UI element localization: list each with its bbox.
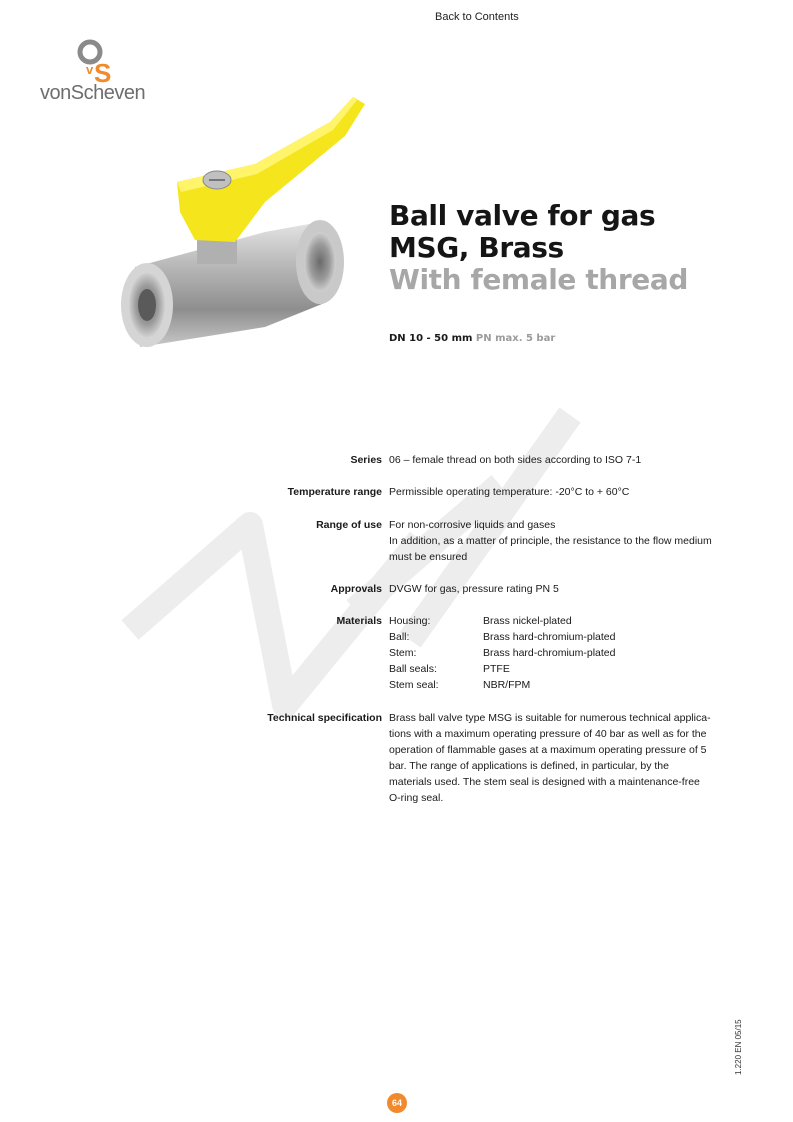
range-line-2: In addition, as a matter of principle, the resistance to the flow medium must be ensured bbox=[389, 535, 712, 563]
spec-value bbox=[389, 517, 719, 565]
page-number-badge: 64 bbox=[387, 1093, 407, 1113]
back-to-contents-link[interactable]: Back to Contents bbox=[435, 11, 519, 23]
nominal-size-pressure bbox=[389, 333, 555, 344]
title-line-1: Ball valve for gas bbox=[389, 199, 656, 232]
materials-table bbox=[389, 613, 719, 693]
material-part: Stem seal: bbox=[389, 679, 439, 691]
document-code: 1.220 EN 05/15 bbox=[734, 1019, 743, 1075]
spec-value: 06 – female thread on both sides according to ISO 7-1 bbox=[389, 454, 642, 466]
material-value: Brass hard-chromium-plated bbox=[483, 647, 616, 659]
range-line-1: For non-corrosive liquids and gases bbox=[389, 519, 556, 531]
title-line-3: With female thread bbox=[389, 263, 688, 296]
spec-label: Temperature range bbox=[287, 486, 382, 498]
spec-value: DVGW for gas, pressure rating PN 5 bbox=[389, 583, 559, 595]
material-value: PTFE bbox=[483, 663, 510, 675]
material-part: Ball: bbox=[389, 631, 410, 643]
spec-label: Technical specification bbox=[267, 712, 382, 724]
pn-rating: PN max. 5 bar bbox=[475, 333, 556, 344]
material-value: Brass nickel-plated bbox=[483, 615, 572, 627]
materials-row bbox=[389, 645, 719, 661]
materials-row bbox=[389, 629, 719, 645]
title-line-2: MSG, Brass bbox=[389, 231, 564, 264]
materials-row bbox=[389, 677, 719, 693]
spec-label: Approvals bbox=[330, 583, 382, 595]
svg-text:S: S bbox=[94, 58, 112, 88]
material-part: Stem: bbox=[389, 647, 417, 659]
materials-row bbox=[389, 661, 719, 677]
dn-range: DN 10 - 50 mm bbox=[389, 333, 473, 344]
svg-text:v: v bbox=[86, 62, 94, 77]
ball-valve-product-image bbox=[115, 92, 420, 362]
spec-label: Series bbox=[350, 454, 382, 466]
spec-value: Permissible operating temperature: -20°C to + 60°C bbox=[389, 486, 630, 498]
material-part: Housing: bbox=[389, 615, 431, 627]
materials-row bbox=[389, 613, 719, 629]
spec-label: Range of use bbox=[316, 519, 382, 531]
material-value: Brass hard-chromium-plated bbox=[483, 631, 616, 643]
logo-wordmark: vonScheven bbox=[40, 82, 146, 104]
material-part: Ball seals: bbox=[389, 663, 437, 675]
spec-value: Brass ball valve type MSG is suitable for numerous technical applications with a maximum operating pressure of 40 bar as well as for the operation of flammable gases at a maximum operating pressure of 5 bar. The range of applications is defined, in particular, by the materials used. The stem seal is designed with a maintenance-free O-ring seal. bbox=[389, 712, 711, 804]
product-title bbox=[389, 200, 688, 296]
logo-mark-icon bbox=[40, 38, 150, 88]
spec-label: Materials bbox=[336, 615, 382, 627]
material-value: NBR/FPM bbox=[483, 679, 531, 691]
